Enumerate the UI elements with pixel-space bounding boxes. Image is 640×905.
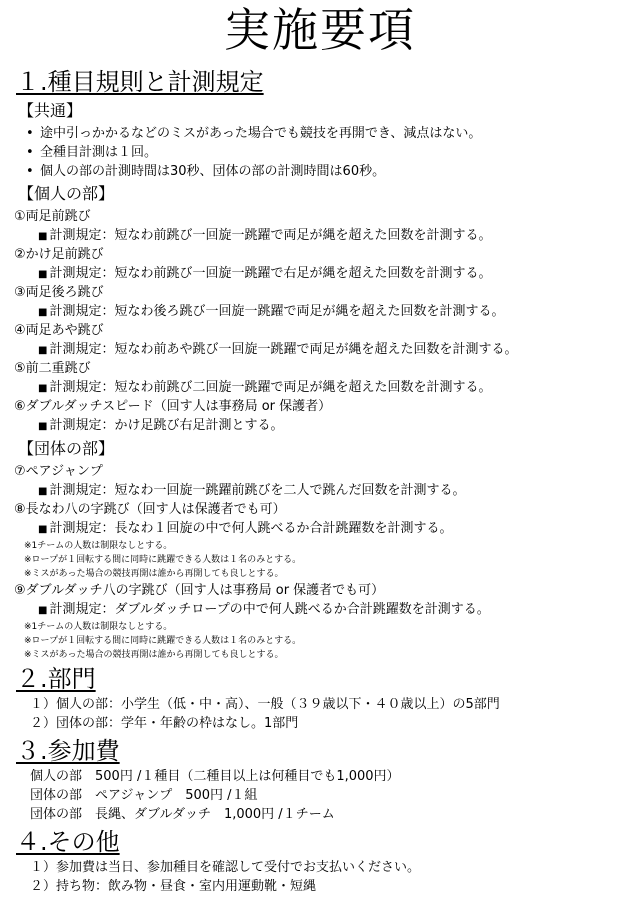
common-item-2: • 全種目計測は１回。 bbox=[26, 144, 157, 162]
fee-item-3: 団体の部 長縄、ダブルダッチ 1,000円 /１チーム bbox=[30, 807, 335, 822]
event-5-name: ⑤前二重跳び bbox=[14, 361, 91, 376]
event-8-note-3: ※ミスがあった場合の競技再開は誰から再開しても良しとする。 bbox=[24, 569, 284, 579]
event-2-name: ②かけ足前跳び bbox=[14, 247, 104, 262]
document-title: 実施要項 bbox=[224, 3, 416, 57]
event-6-rule: ■ 計測規定：かけ足跳び右足計測とする。 bbox=[38, 417, 283, 436]
event-7-rule: ■ 計測規定：短なわ一回旋一跳躍前跳びを二人で跳んだ回数を計測する。 bbox=[38, 482, 465, 501]
team-label: 【団体の部】 bbox=[18, 439, 115, 458]
event-1-rule: ■ 計測規定：短なわ前跳び一回旋一跳躍で両足が縄を超えた回数を計測する。 bbox=[38, 227, 491, 246]
event-8-rule: ■ 計測規定：長なわ１回旋の中で何人跳べるか合計跳躍数を計測する。 bbox=[38, 520, 452, 539]
fee-item-2: 団体の部 ペアジャンプ 500円 /１組 bbox=[30, 788, 258, 803]
other-item-1: １）参加費は当日、参加種目を確認して受付でお支払いください。 bbox=[30, 860, 421, 875]
event-8-note-2: ※ロープが１回転する間に同時に跳躍できる人数は１名のみとする。 bbox=[24, 555, 302, 565]
event-4-rule: ■ 計測規定：短なわ前あや跳び一回旋一跳躍で両足が縄を超えた回数を計測する。 bbox=[38, 341, 517, 360]
event-5-rule: ■ 計測規定：短なわ前跳び二回旋一跳躍で両足が縄を超えた回数を計測する。 bbox=[38, 379, 491, 398]
event-1-name: ①両足前跳び bbox=[14, 209, 91, 224]
event-4-name: ④両足あや跳び bbox=[14, 323, 104, 338]
event-9-name: ⑨ダブルダッチ八の字跳び（回す人は事務局 or 保護者でも可） bbox=[14, 583, 385, 598]
section-2-heading: ２.部門 bbox=[16, 665, 96, 693]
division-item-2: ２）団体の部：学年・年齢の枠はなし。1部門 bbox=[30, 716, 299, 731]
event-3-name: ③両足後ろ跳び bbox=[14, 285, 104, 300]
event-8-note-1: ※1チームの人数は制限なしとする。 bbox=[24, 541, 173, 551]
event-9-rule: ■ 計測規定：ダブルダッチロープの中で何人跳べるか合計跳躍数を計測する。 bbox=[38, 601, 490, 620]
fee-item-1: 個人の部 500円 /１種目（二種目以上は何種目でも1,000円） bbox=[30, 769, 400, 784]
event-8-name: ⑧長なわ八の字跳び（回す人は保護者でも可） bbox=[14, 502, 286, 517]
common-item-3: • 個人の部の計測時間は30秒、団体の部の計測時間は60秒。 bbox=[26, 163, 385, 181]
event-9-note-1: ※1チームの人数は制限なしとする。 bbox=[24, 622, 173, 632]
section-1-heading: １.種目規則と計測規定 bbox=[16, 68, 264, 96]
event-9-note-2: ※ロープが１回転する間に同時に跳躍できる人数は１名のみとする。 bbox=[24, 636, 302, 646]
common-label: 【共通】 bbox=[18, 101, 83, 120]
individual-label: 【個人の部】 bbox=[18, 184, 115, 203]
common-item-1: • 途中引っかかるなどのミスがあった場合でも競技を再開でき、減点はない。 bbox=[26, 125, 481, 143]
event-6-name: ⑥ダブルダッチスピード（回す人は事務局 or 保護者） bbox=[14, 399, 332, 414]
event-2-rule: ■ 計測規定：短なわ前跳び一回旋一跳躍で右足が縄を超えた回数を計測する。 bbox=[38, 265, 491, 284]
event-3-rule: ■ 計測規定：短なわ後ろ跳び一回旋一跳躍で両足が縄を超えた回数を計測する。 bbox=[38, 303, 504, 322]
division-item-1: １）個人の部：小学生（低・中・高）、一般（３９歳以下・４０歳以上）の5部門 bbox=[30, 697, 500, 712]
section-3-heading: ３.参加費 bbox=[16, 737, 120, 765]
event-7-name: ⑦ペアジャンプ bbox=[14, 464, 103, 479]
event-9-note-3: ※ミスがあった場合の競技再開は誰から再開しても良しとする。 bbox=[24, 650, 284, 660]
other-item-2: ２）持ち物：飲み物・昼食・室内用運動靴・短縄 bbox=[30, 879, 317, 894]
section-4-heading: ４.その他 bbox=[16, 828, 120, 856]
